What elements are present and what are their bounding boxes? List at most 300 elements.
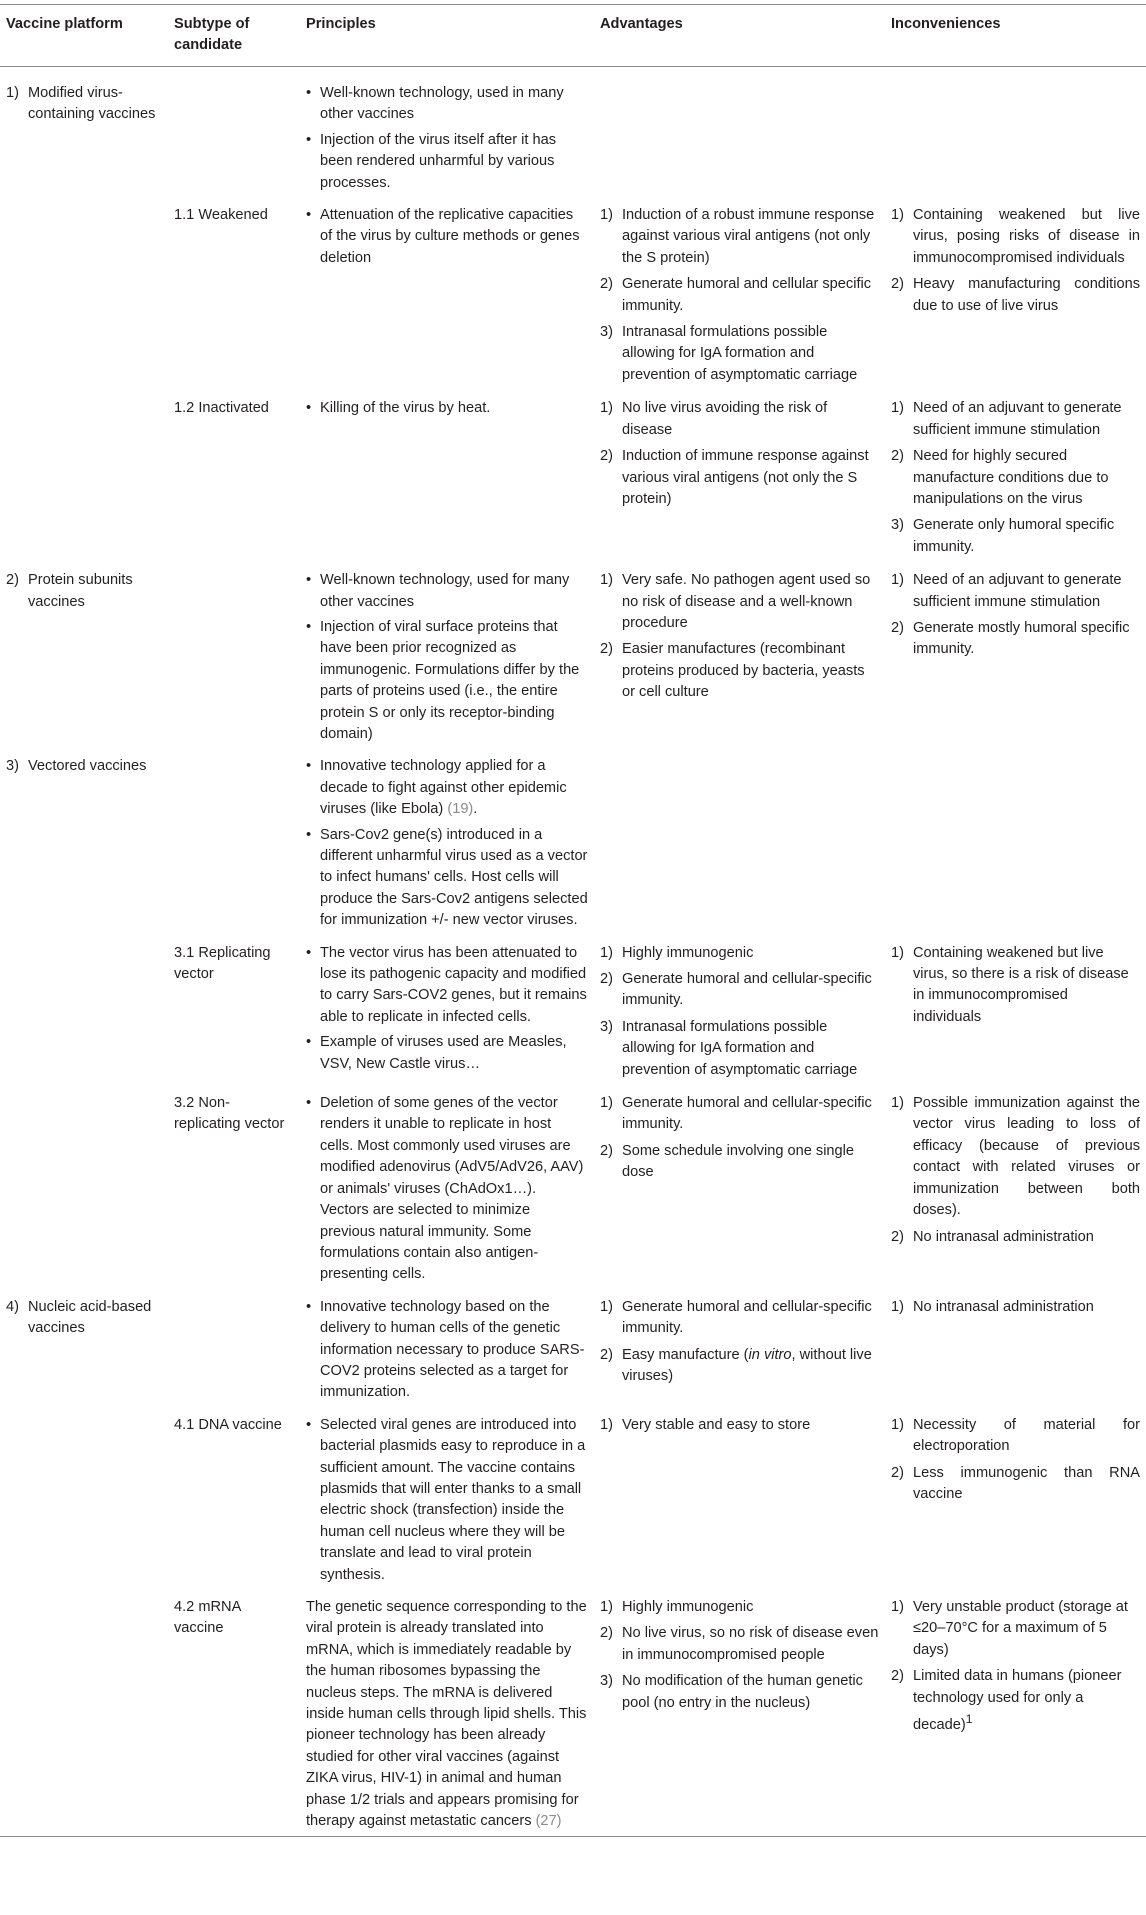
table-row bbox=[0, 567, 1146, 753]
advantage-item bbox=[600, 1345, 879, 1388]
platform-label bbox=[6, 83, 162, 126]
item-text: Containing weakened but live virus, so there is a risk of disease in immunocompromised individuals bbox=[913, 944, 1129, 1025]
inconvenience-text bbox=[913, 1597, 1140, 1661]
item-number: 1) bbox=[891, 400, 904, 417]
principle-text-part: Innovative technology applied for a decade to fight against other epidemic viruses (like Ebola) bbox=[320, 758, 567, 818]
item-text: Highly immunogenic bbox=[622, 1599, 754, 1615]
advantage-cell bbox=[594, 940, 885, 1090]
item-text: No intranasal administration bbox=[913, 1298, 1094, 1315]
table-row bbox=[0, 1412, 1146, 1594]
table-row bbox=[0, 753, 1146, 939]
header-inconveniences: Inconveniences bbox=[891, 16, 1001, 32]
principle-text-part: Killing of the virus by heat. bbox=[320, 400, 491, 417]
advantage-text bbox=[622, 322, 879, 386]
vaccine-platform-table bbox=[0, 4, 1146, 1837]
advantage-item bbox=[600, 1671, 879, 1714]
advantage-text bbox=[622, 943, 879, 964]
inconvenience-cell bbox=[885, 940, 1146, 1090]
principles-list bbox=[306, 83, 588, 194]
item-text: Very unstable product (storage at ≤20–70°C for a maximum of 5 days) bbox=[913, 1599, 1128, 1658]
inconvenience-text bbox=[913, 570, 1140, 613]
item-number: 3) bbox=[891, 517, 904, 534]
platform-number: 1) bbox=[6, 85, 19, 101]
principles-list bbox=[306, 756, 588, 931]
principle-text bbox=[320, 570, 588, 613]
principle-text-end: . bbox=[473, 801, 478, 818]
subtype-cell bbox=[168, 753, 300, 939]
header-principles: Principles bbox=[306, 16, 376, 32]
item-number: 3) bbox=[600, 1673, 613, 1690]
item-text: Induction of immune response against various viral antigens (not only the S protein) bbox=[622, 448, 869, 507]
principles-cell bbox=[300, 940, 594, 1090]
item-text: Heavy manufacturing conditions due to use of live virus bbox=[913, 276, 1140, 314]
advantage-cell bbox=[594, 1412, 885, 1594]
inconvenience-cell bbox=[885, 1412, 1146, 1594]
advantage-item bbox=[600, 570, 879, 634]
inconvenience-item bbox=[891, 570, 1140, 613]
item-text: Need for highly secured manufacture conditions due to manipulations on the virus bbox=[913, 448, 1109, 507]
platform-cell bbox=[0, 1594, 168, 1837]
item-number: 1) bbox=[600, 1599, 613, 1615]
principle-text bbox=[320, 1093, 588, 1286]
advantage-item bbox=[600, 1141, 879, 1184]
advantage-item bbox=[600, 398, 879, 441]
inconvenience-list bbox=[891, 1297, 1140, 1318]
principle-text-part: Attenuation of the replicative capacities of the virus by culture methods or genes deletion bbox=[320, 207, 580, 266]
item-number: 1) bbox=[891, 944, 904, 961]
platform-name: Modified virus-containing vaccines bbox=[28, 85, 156, 123]
advantage-text bbox=[622, 969, 879, 1012]
subtype-name: 4.2 mRNA vaccine bbox=[174, 1599, 241, 1637]
inconvenience-text bbox=[913, 618, 1140, 661]
item-text: Very stable and easy to store bbox=[622, 1416, 811, 1433]
principle-text bbox=[320, 1415, 588, 1586]
table-row bbox=[0, 1090, 1146, 1294]
item-text: No modification of the human genetic pool (no entry in the nucleus) bbox=[622, 1673, 863, 1711]
table-row bbox=[0, 940, 1146, 1090]
principles-cell bbox=[300, 395, 594, 567]
item-text: Need of an adjuvant to generate sufficient immune stimulation bbox=[913, 400, 1122, 438]
item-number: 2) bbox=[891, 1228, 904, 1245]
advantage-item bbox=[600, 1017, 879, 1081]
item-text: Intranasal formulations possible allowing for IgA formation and prevention of asymptomatic carriage bbox=[622, 324, 858, 383]
inconvenience-text bbox=[913, 398, 1140, 441]
advantage-item bbox=[600, 943, 879, 964]
inconvenience-item bbox=[891, 274, 1140, 317]
principles-cell bbox=[300, 1294, 594, 1412]
inconvenience-cell bbox=[885, 1294, 1146, 1412]
advantage-list bbox=[600, 1597, 879, 1714]
header-advantages: Advantages bbox=[600, 16, 683, 32]
table-row bbox=[0, 1594, 1146, 1837]
inconvenience-item bbox=[891, 398, 1140, 441]
advantage-text bbox=[622, 446, 879, 510]
table-row bbox=[0, 202, 1146, 395]
item-text: Induction of a robust immune response against various viral antigens (not only the S protein) bbox=[622, 207, 875, 266]
item-number: 1) bbox=[891, 572, 904, 589]
advantage-item bbox=[600, 1415, 879, 1436]
bullet-icon: • bbox=[306, 572, 312, 589]
inconvenience-item bbox=[891, 1093, 1140, 1221]
platform-name: Protein subunits vaccines bbox=[28, 572, 133, 610]
table-body bbox=[0, 67, 1146, 1837]
bullet-icon: • bbox=[306, 85, 312, 101]
item-text: Limited data in humans (pioneer technology used for only a decade) bbox=[913, 1668, 1122, 1733]
item-number: 1) bbox=[600, 944, 613, 961]
advantage-item bbox=[600, 274, 879, 317]
item-number: 2) bbox=[600, 1142, 613, 1159]
principle-item bbox=[306, 825, 588, 932]
subtype-name: 3.1 Replicating vector bbox=[174, 944, 271, 983]
item-number: 2) bbox=[891, 619, 904, 636]
subtype-name: 3.2 Non-replicating vector bbox=[174, 1095, 285, 1133]
subtype-name: 4.1 DNA vaccine bbox=[174, 1416, 282, 1433]
platform-number: 3) bbox=[6, 758, 19, 775]
principle-item bbox=[306, 1093, 588, 1286]
item-number: 2) bbox=[600, 1625, 613, 1642]
principle-item bbox=[306, 570, 588, 613]
citation-ref: (27) bbox=[535, 1813, 562, 1830]
principles-list bbox=[306, 205, 588, 269]
principles-cell bbox=[300, 67, 594, 203]
principles-list bbox=[306, 1415, 588, 1586]
item-text: No live virus, so no risk of disease even in immunocompromised people bbox=[622, 1625, 879, 1663]
advantage-item bbox=[600, 1597, 879, 1618]
item-text: Generate humoral and cellular-specific immunity. bbox=[622, 971, 872, 1009]
principles-cell bbox=[300, 202, 594, 395]
principles-cell bbox=[300, 567, 594, 753]
advantage-text bbox=[622, 205, 879, 269]
platform-cell bbox=[0, 1090, 168, 1294]
platform-cell bbox=[0, 67, 168, 203]
item-number: 2) bbox=[600, 448, 613, 465]
table-header bbox=[0, 5, 1146, 67]
principle-text-part: Well-known technology, used in many other vaccines bbox=[320, 85, 564, 123]
item-number: 2) bbox=[891, 1464, 904, 1481]
subtype-cell bbox=[168, 202, 300, 395]
inconvenience-list bbox=[891, 205, 1140, 317]
advantage-cell bbox=[594, 567, 885, 753]
principles-list bbox=[306, 1297, 588, 1404]
principle-text bbox=[320, 205, 588, 269]
item-text: Some schedule involving one single dose bbox=[622, 1142, 855, 1181]
principle-text-part: The vector virus has been attenuated to lose its pathogenic capacity and modified to carry Sars-COV2 genes, but it remains able to replicate in infected cells. bbox=[320, 944, 587, 1025]
subtype-cell bbox=[168, 1412, 300, 1594]
inconvenience-item bbox=[891, 205, 1140, 269]
item-text: Generate humoral and cellular-specific immunity. bbox=[622, 1298, 872, 1337]
item-text: Highly immunogenic bbox=[622, 944, 754, 961]
platform-cell bbox=[0, 753, 168, 939]
inconvenience-text bbox=[913, 274, 1140, 317]
principle-item bbox=[306, 943, 588, 1029]
inconvenience-item bbox=[891, 1297, 1140, 1318]
principle-text bbox=[320, 1032, 588, 1075]
inconvenience-list bbox=[891, 943, 1140, 1029]
item-text: Generate humoral and cellular-specific immunity. bbox=[622, 1095, 872, 1133]
inconvenience-cell bbox=[885, 1090, 1146, 1294]
item-text: Possible immunization against the vector virus leading to loss of efficacy (because of previous contact with related viruses or immunization between both doses). bbox=[913, 1095, 1140, 1219]
subtype-cell bbox=[168, 1090, 300, 1294]
principles-list bbox=[306, 1093, 588, 1286]
bullet-icon: • bbox=[306, 207, 312, 224]
platform-label bbox=[6, 570, 162, 613]
advantage-item bbox=[600, 322, 879, 386]
advantage-list bbox=[600, 1093, 879, 1184]
principles-list bbox=[306, 943, 588, 1075]
advantage-item bbox=[600, 1297, 879, 1340]
principle-item bbox=[306, 1297, 588, 1404]
inconvenience-item bbox=[891, 1463, 1140, 1506]
advantage-text bbox=[622, 1093, 879, 1136]
item-text: No live virus avoiding the risk of disease bbox=[622, 400, 828, 438]
advantage-cell bbox=[594, 1090, 885, 1294]
advantage-text bbox=[622, 639, 879, 703]
platform-cell bbox=[0, 940, 168, 1090]
item-number: 1) bbox=[600, 1095, 613, 1112]
advantage-text bbox=[622, 1671, 879, 1714]
inconvenience-list bbox=[891, 1597, 1140, 1736]
platform-cell bbox=[0, 567, 168, 753]
platform-label bbox=[6, 756, 162, 777]
principle-paragraph bbox=[306, 1597, 588, 1832]
advantage-list bbox=[600, 205, 879, 386]
principle-text-part: Well-known technology, used for many other vaccines bbox=[320, 572, 570, 610]
inconvenience-text bbox=[913, 1666, 1140, 1736]
principle-text-part: Sars-Cov2 gene(s) introduced in a different unharmful virus used as a vector to infect humans' cells. Host cells will produce the Sars-Cov2 antigens selected for immunization +/- new vector viruses. bbox=[320, 826, 588, 929]
advantage-cell bbox=[594, 202, 885, 395]
advantage-list bbox=[600, 398, 879, 510]
platform-cell bbox=[0, 1294, 168, 1412]
principle-text bbox=[320, 130, 588, 194]
bullet-icon: • bbox=[306, 1298, 312, 1315]
inconvenience-item bbox=[891, 1227, 1140, 1248]
table-row bbox=[0, 395, 1146, 567]
bullet-icon: • bbox=[306, 1034, 312, 1051]
item-number: 2) bbox=[600, 971, 613, 988]
item-number: 1) bbox=[891, 1416, 904, 1433]
header-vaccine-platform: Vaccine platform bbox=[6, 16, 123, 32]
item-number: 2) bbox=[600, 276, 613, 293]
inconvenience-list bbox=[891, 570, 1140, 661]
subtype-cell bbox=[168, 67, 300, 203]
item-number: 2) bbox=[891, 276, 904, 293]
inconvenience-item bbox=[891, 943, 1140, 1029]
advantage-cell bbox=[594, 67, 885, 203]
advantage-text bbox=[622, 274, 879, 317]
bullet-icon: • bbox=[306, 826, 312, 843]
platform-name: Vectored vaccines bbox=[28, 758, 147, 775]
item-text: Necessity of material for electroporation bbox=[913, 1416, 1140, 1455]
item-number: 1) bbox=[600, 572, 613, 589]
principle-item bbox=[306, 130, 588, 194]
advantage-cell bbox=[594, 1594, 885, 1837]
item-number: 2) bbox=[600, 1346, 613, 1363]
principle-item bbox=[306, 205, 588, 269]
table-row bbox=[0, 1294, 1146, 1412]
principle-item bbox=[306, 756, 588, 820]
advantage-text bbox=[622, 1345, 879, 1388]
item-number: 1) bbox=[891, 1095, 904, 1112]
inconvenience-list bbox=[891, 398, 1140, 558]
inconvenience-cell bbox=[885, 67, 1146, 203]
principle-text bbox=[320, 943, 588, 1029]
principles-cell bbox=[300, 753, 594, 939]
item-number: 1) bbox=[891, 1599, 904, 1615]
inconvenience-item bbox=[891, 1666, 1140, 1736]
advantage-item bbox=[600, 446, 879, 510]
advantage-cell bbox=[594, 1294, 885, 1412]
bullet-icon: • bbox=[306, 1416, 312, 1433]
principle-text-part: Deletion of some genes of the vector renders it unable to replicate in host cells. Most commonly used viruses are modified adenovirus (AdV5/AdV26, AAV) or animals' viruses (ChAdOx1…). Vectors are selected to minimize previous natural immunity. Some formulations contain also antigen-presenting cells. bbox=[320, 1095, 584, 1283]
header-row bbox=[0, 5, 1146, 67]
inconvenience-text bbox=[913, 1463, 1140, 1506]
inconvenience-text bbox=[913, 1297, 1140, 1318]
bullet-icon: • bbox=[306, 131, 312, 148]
advantage-item bbox=[600, 639, 879, 703]
principle-text-part: Injection of the virus itself after it has been rendered unharmful by various processes. bbox=[320, 131, 557, 191]
subtype-cell bbox=[168, 1594, 300, 1837]
item-text-end: , without live viruses) bbox=[622, 1346, 872, 1384]
item-number: 1) bbox=[600, 400, 613, 417]
item-text: Generate mostly humoral specific immunity. bbox=[913, 619, 1130, 658]
principles-cell bbox=[300, 1090, 594, 1294]
principle-text-part: Injection of viral surface proteins that have been prior recognized as immunogenic. Formulations differ by the parts of proteins used (i.e., the entire protein S or only its receptor-binding domain) bbox=[320, 618, 580, 742]
principle-text-part: Example of viruses used are Measles, VSV, New Castle virus… bbox=[320, 1034, 567, 1072]
inconvenience-text bbox=[913, 943, 1140, 1029]
inconvenience-text bbox=[913, 1415, 1140, 1458]
table-row bbox=[0, 67, 1146, 203]
inconvenience-text bbox=[913, 1227, 1140, 1248]
inconvenience-list bbox=[891, 1093, 1140, 1248]
inconvenience-cell bbox=[885, 753, 1146, 939]
platform-number: 2) bbox=[6, 572, 19, 589]
platform-name: Nucleic acid-based vaccines bbox=[28, 1298, 152, 1337]
item-number: 1) bbox=[600, 207, 613, 224]
advantage-list bbox=[600, 1415, 879, 1436]
inconvenience-text bbox=[913, 446, 1140, 510]
inconvenience-item bbox=[891, 1597, 1140, 1661]
advantage-text bbox=[622, 1623, 879, 1666]
item-number: 2) bbox=[600, 641, 613, 658]
advantage-text bbox=[622, 1415, 879, 1436]
advantage-list bbox=[600, 943, 879, 1081]
item-number: 1) bbox=[891, 207, 904, 224]
item-text: Containing weakened but live virus, posing risks of disease in immunocompromised individuals bbox=[913, 207, 1140, 266]
principle-item bbox=[306, 1415, 588, 1586]
inconvenience-cell bbox=[885, 1594, 1146, 1837]
bullet-icon: • bbox=[306, 1095, 312, 1112]
inconvenience-cell bbox=[885, 395, 1146, 567]
item-text: No intranasal administration bbox=[913, 1228, 1094, 1245]
platform-cell bbox=[0, 395, 168, 567]
principle-text-part: Selected viral genes are introduced into bacterial plasmids easy to reproduce in a sufficient amount. The vaccine contains plasmids that will enter thanks to a small electric shock (transfection) inside the human cell nucleus where they will be translate and lead to viral protein synthesis. bbox=[320, 1416, 586, 1583]
principle-text: The genetic sequence corresponding to the viral protein is already translated into mRNA, which is immediately readable by the human ribosomes bypassing the nucleus steps. The mRNA is delivered inside human cells through lipid shells. This pioneer technology has been already studied for other viral vaccines (against ZIKA virus, HIV-1) in animal and human phase 1/2 trials and appears promising for therapy against metastatic cancers bbox=[306, 1599, 587, 1830]
item-text: Intranasal formulations possible allowing for IgA formation and prevention of asymptomatic carriage bbox=[622, 1018, 858, 1078]
advantage-item bbox=[600, 969, 879, 1012]
platform-number: 4) bbox=[6, 1298, 19, 1315]
footnote-mark: 1 bbox=[965, 1712, 973, 1727]
citation-ref: (19) bbox=[447, 801, 474, 818]
item-text: Less immunogenic than RNA vaccine bbox=[913, 1464, 1140, 1502]
item-number: 1) bbox=[600, 1298, 613, 1315]
advantage-item bbox=[600, 1623, 879, 1666]
advantage-text bbox=[622, 1597, 879, 1618]
inconvenience-text bbox=[913, 515, 1140, 558]
principle-item bbox=[306, 83, 588, 126]
principle-item bbox=[306, 617, 588, 745]
principle-item bbox=[306, 398, 588, 419]
advantage-list bbox=[600, 1297, 879, 1388]
inconvenience-cell bbox=[885, 567, 1146, 753]
inconvenience-item bbox=[891, 1415, 1140, 1458]
inconvenience-list bbox=[891, 1415, 1140, 1506]
advantage-text bbox=[622, 1297, 879, 1340]
item-number: 2) bbox=[891, 1668, 904, 1685]
subtype-name: 1.1 Weakened bbox=[174, 207, 268, 224]
inconvenience-cell bbox=[885, 202, 1146, 395]
advantage-cell bbox=[594, 395, 885, 567]
inconvenience-item bbox=[891, 515, 1140, 558]
advantage-item bbox=[600, 1093, 879, 1136]
subtype-cell bbox=[168, 1294, 300, 1412]
item-number: 1) bbox=[891, 1298, 904, 1315]
item-number: 3) bbox=[600, 1018, 613, 1035]
advantage-list bbox=[600, 570, 879, 703]
item-number: 3) bbox=[600, 324, 613, 341]
advantage-cell bbox=[594, 753, 885, 939]
advantage-text bbox=[622, 570, 879, 634]
item-number: 2) bbox=[891, 448, 904, 465]
platform-label bbox=[6, 1297, 162, 1340]
principle-text-part: Innovative technology based on the delivery to human cells of the genetic information necessary to produce SARS-COV2 proteins selected as a target for immunization. bbox=[320, 1298, 585, 1401]
inconvenience-item bbox=[891, 446, 1140, 510]
advantage-text bbox=[622, 398, 879, 441]
item-text: Very safe. No pathogen agent used so no risk of disease and a well-known procedure bbox=[622, 572, 871, 631]
bullet-icon: • bbox=[306, 758, 312, 775]
subtype-cell bbox=[168, 567, 300, 753]
header-subtype: Subtype of candidate bbox=[174, 16, 250, 53]
item-text: Easier manufactures (recombinant proteins produced by bacteria, yeasts or cell culture bbox=[622, 641, 865, 701]
bullet-icon: • bbox=[306, 944, 312, 961]
advantage-text bbox=[622, 1017, 879, 1081]
principle-item bbox=[306, 1032, 588, 1075]
inconvenience-text bbox=[913, 205, 1140, 269]
principles-list bbox=[306, 570, 588, 745]
principle-text bbox=[320, 398, 588, 419]
principle-text bbox=[320, 83, 588, 126]
platform-cell bbox=[0, 1412, 168, 1594]
principles-cell bbox=[300, 1594, 594, 1837]
advantage-text bbox=[622, 1141, 879, 1184]
principles-cell bbox=[300, 1412, 594, 1594]
subtype-name: 1.2 Inactivated bbox=[174, 400, 269, 417]
principles-list bbox=[306, 398, 588, 419]
item-text: Generate only humoral specific immunity. bbox=[913, 517, 1115, 555]
subtype-cell bbox=[168, 940, 300, 1090]
subtype-cell bbox=[168, 395, 300, 567]
principle-text bbox=[320, 1297, 588, 1404]
bullet-icon: • bbox=[306, 400, 312, 417]
item-emphasis: in vitro bbox=[748, 1346, 792, 1363]
item-number: 1) bbox=[600, 1416, 613, 1433]
item-text: Generate humoral and cellular specific immunity. bbox=[622, 276, 872, 314]
item-text: Easy manufacture ( bbox=[622, 1346, 749, 1363]
item-text: Need of an adjuvant to generate sufficient immune stimulation bbox=[913, 572, 1122, 610]
principle-text bbox=[320, 617, 588, 745]
principle-text bbox=[320, 825, 588, 932]
advantage-item bbox=[600, 205, 879, 269]
principle-text bbox=[320, 756, 588, 820]
